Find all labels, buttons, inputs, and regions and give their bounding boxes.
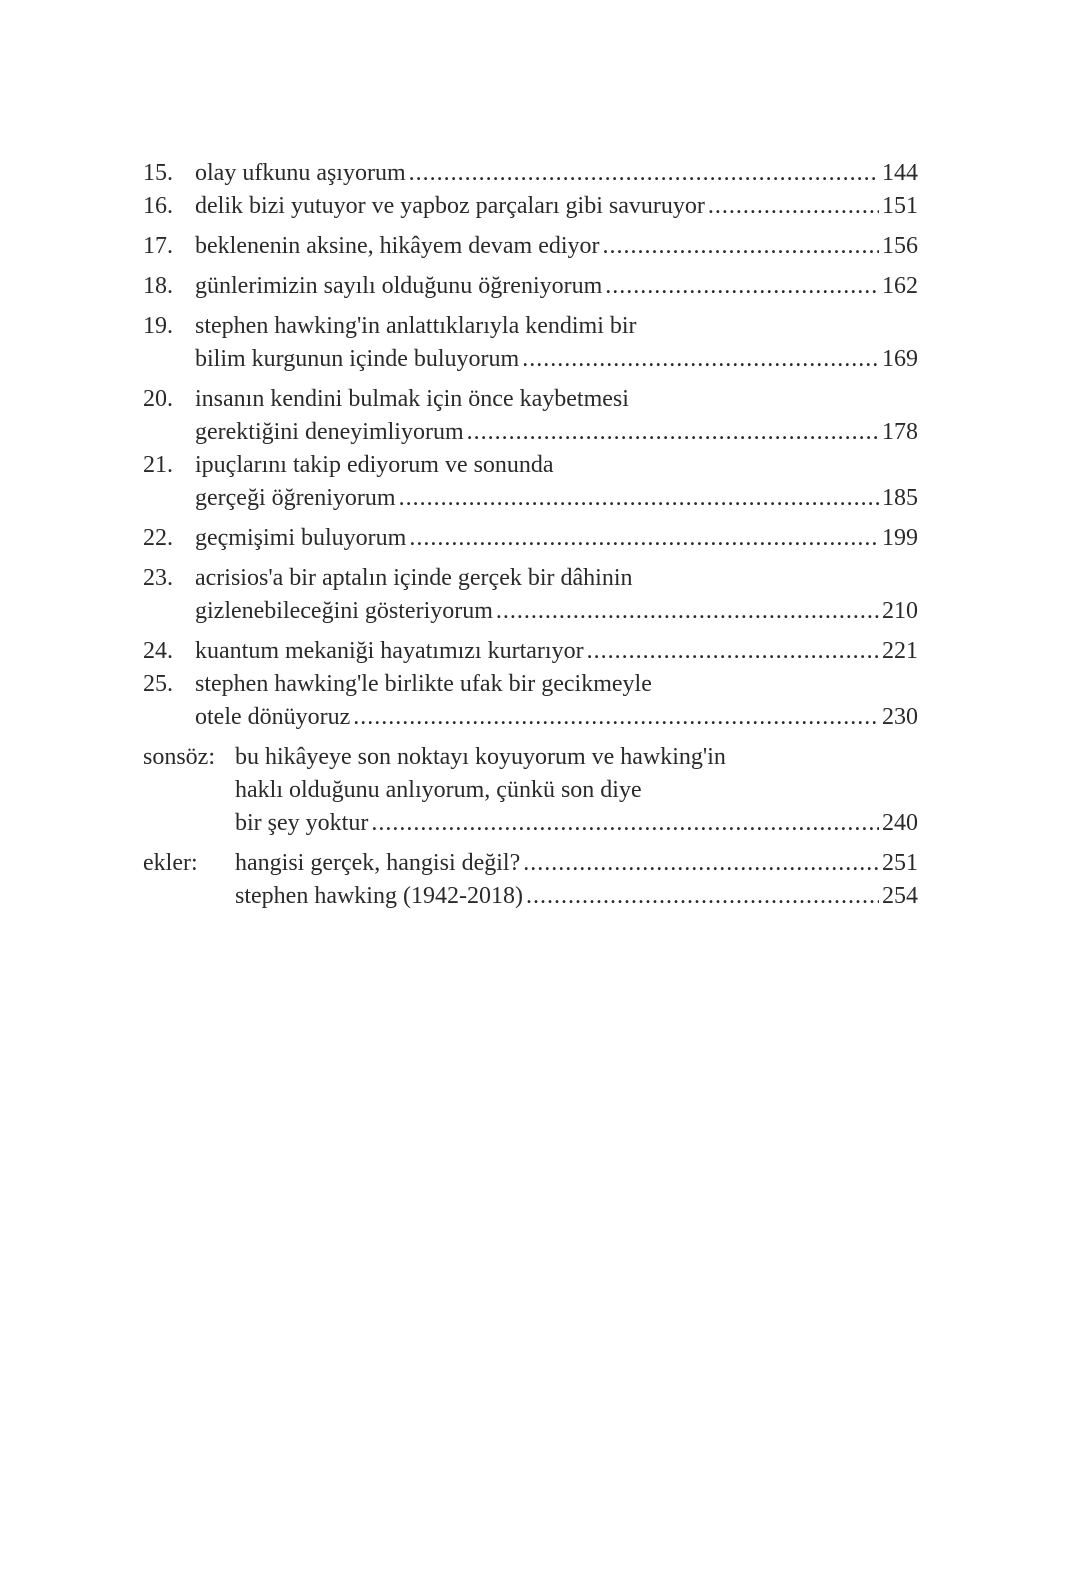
toc-entry [143, 270, 918, 303]
toc-line [143, 270, 918, 303]
toc-entry-appendices [143, 847, 918, 913]
entry-title: acrisios'a bir aptalın içinde gerçek bir dâhinin [195, 565, 633, 591]
toc-line [143, 562, 918, 595]
toc-line [143, 522, 918, 555]
toc-entry [143, 449, 918, 515]
toc-line [143, 343, 918, 376]
entry-number: 20. [143, 386, 173, 412]
entry-page: 210 [882, 598, 918, 624]
toc-line [143, 701, 918, 734]
entry-page: 251 [882, 850, 918, 876]
entry-page: 254 [882, 883, 918, 909]
entry-page: 185 [882, 485, 918, 511]
dot-leader [467, 416, 879, 449]
entry-title: geçmişimi buluyorum [195, 525, 407, 551]
toc-entry [143, 383, 918, 449]
toc-line [143, 157, 918, 190]
toc-line [143, 847, 918, 880]
entry-title: olay ufkunu aşıyorum [195, 160, 406, 186]
entry-number: 17. [143, 233, 173, 259]
entry-title-continued: gerektiğini deneyimliyorum [195, 419, 464, 445]
entry-page: 156 [882, 233, 918, 259]
dot-leader [526, 880, 879, 913]
toc-entry [143, 522, 918, 555]
toc-entry [143, 668, 918, 734]
entry-title: delik bizi yutuyor ve yapboz parçaları gibi savuruyor [195, 193, 705, 219]
toc-line [143, 482, 918, 515]
toc-entry [143, 310, 918, 376]
dot-leader [353, 701, 879, 734]
entry-title: hangisi gerçek, hangisi değil? [235, 850, 521, 876]
entry-number: 16. [143, 193, 173, 219]
toc-entry [143, 635, 918, 668]
toc-line [143, 230, 918, 263]
entry-title-continued: gerçeği öğreniyorum [195, 485, 396, 511]
toc-line [143, 880, 918, 913]
dot-leader [605, 270, 879, 303]
entry-number: 22. [143, 525, 173, 551]
entry-title: ipuçlarını takip ediyorum ve sonunda [195, 452, 554, 478]
dot-leader [523, 847, 879, 880]
toc-line [143, 635, 918, 668]
entry-title-continued: haklı olduğunu anlıyorum, çünkü son diye [235, 777, 642, 803]
dot-leader [708, 190, 879, 223]
entry-title-continued: bilim kurgunun içinde buluyorum [195, 346, 520, 372]
entry-number: 15. [143, 160, 173, 186]
entry-title: stephen hawking'in anlattıklarıyla kendimi bir [195, 313, 637, 339]
entry-title: insanın kendini bulmak için önce kaybetmesi [195, 386, 629, 412]
entry-page: 144 [882, 160, 918, 186]
toc-line [143, 741, 918, 774]
dot-leader [399, 482, 879, 515]
entry-page: 221 [882, 638, 918, 664]
dot-leader [496, 595, 879, 628]
toc-line [143, 416, 918, 449]
entry-page: 199 [882, 525, 918, 551]
toc-line [143, 595, 918, 628]
section-label: sonsöz: [143, 744, 215, 770]
table-of-contents [143, 157, 918, 913]
entry-title: kuantum mekaniği hayatımızı kurtarıyor [195, 638, 584, 664]
entry-title: beklenenin aksine, hikâyem devam ediyor [195, 233, 600, 259]
dot-leader [587, 635, 879, 668]
entry-number: 25. [143, 671, 173, 697]
entry-title-continued: bir şey yoktur [235, 810, 369, 836]
toc-line [143, 310, 918, 343]
toc-entry [143, 157, 918, 190]
entry-number: 21. [143, 452, 173, 478]
toc-entry [143, 562, 918, 628]
entry-title: stephen hawking'le birlikte ufak bir gecikmeyle [195, 671, 652, 697]
entry-number: 18. [143, 273, 173, 299]
dot-leader [603, 230, 879, 263]
toc-line [143, 807, 918, 840]
entry-page: 169 [882, 346, 918, 372]
toc-entry [143, 230, 918, 263]
section-label: ekler: [143, 850, 198, 876]
entry-page: 230 [882, 704, 918, 730]
entry-number: 24. [143, 638, 173, 664]
entry-number: 23. [143, 565, 173, 591]
toc-entry-afterword [143, 741, 918, 840]
entry-page: 178 [882, 419, 918, 445]
entry-page: 240 [882, 810, 918, 836]
entry-page: 162 [882, 273, 918, 299]
toc-line [143, 449, 918, 482]
dot-leader [409, 522, 879, 555]
toc-line [143, 774, 918, 807]
toc-line [143, 190, 918, 223]
entry-title: günlerimizin sayılı olduğunu öğreniyorum [195, 273, 603, 299]
entry-title-continued: otele dönüyoruz [195, 704, 351, 730]
entry-page: 151 [882, 193, 918, 219]
entry-title-continued: gizlenebileceğini gösteriyorum [195, 598, 493, 624]
dot-leader [371, 807, 879, 840]
entry-number: 19. [143, 313, 173, 339]
toc-entry [143, 190, 918, 223]
toc-line [143, 383, 918, 416]
entry-title: bu hikâyeye son noktayı koyuyorum ve hawking'in [235, 744, 726, 770]
toc-line [143, 668, 918, 701]
entry-title: stephen hawking (1942-2018) [235, 883, 523, 909]
dot-leader [522, 343, 879, 376]
dot-leader [409, 157, 879, 190]
